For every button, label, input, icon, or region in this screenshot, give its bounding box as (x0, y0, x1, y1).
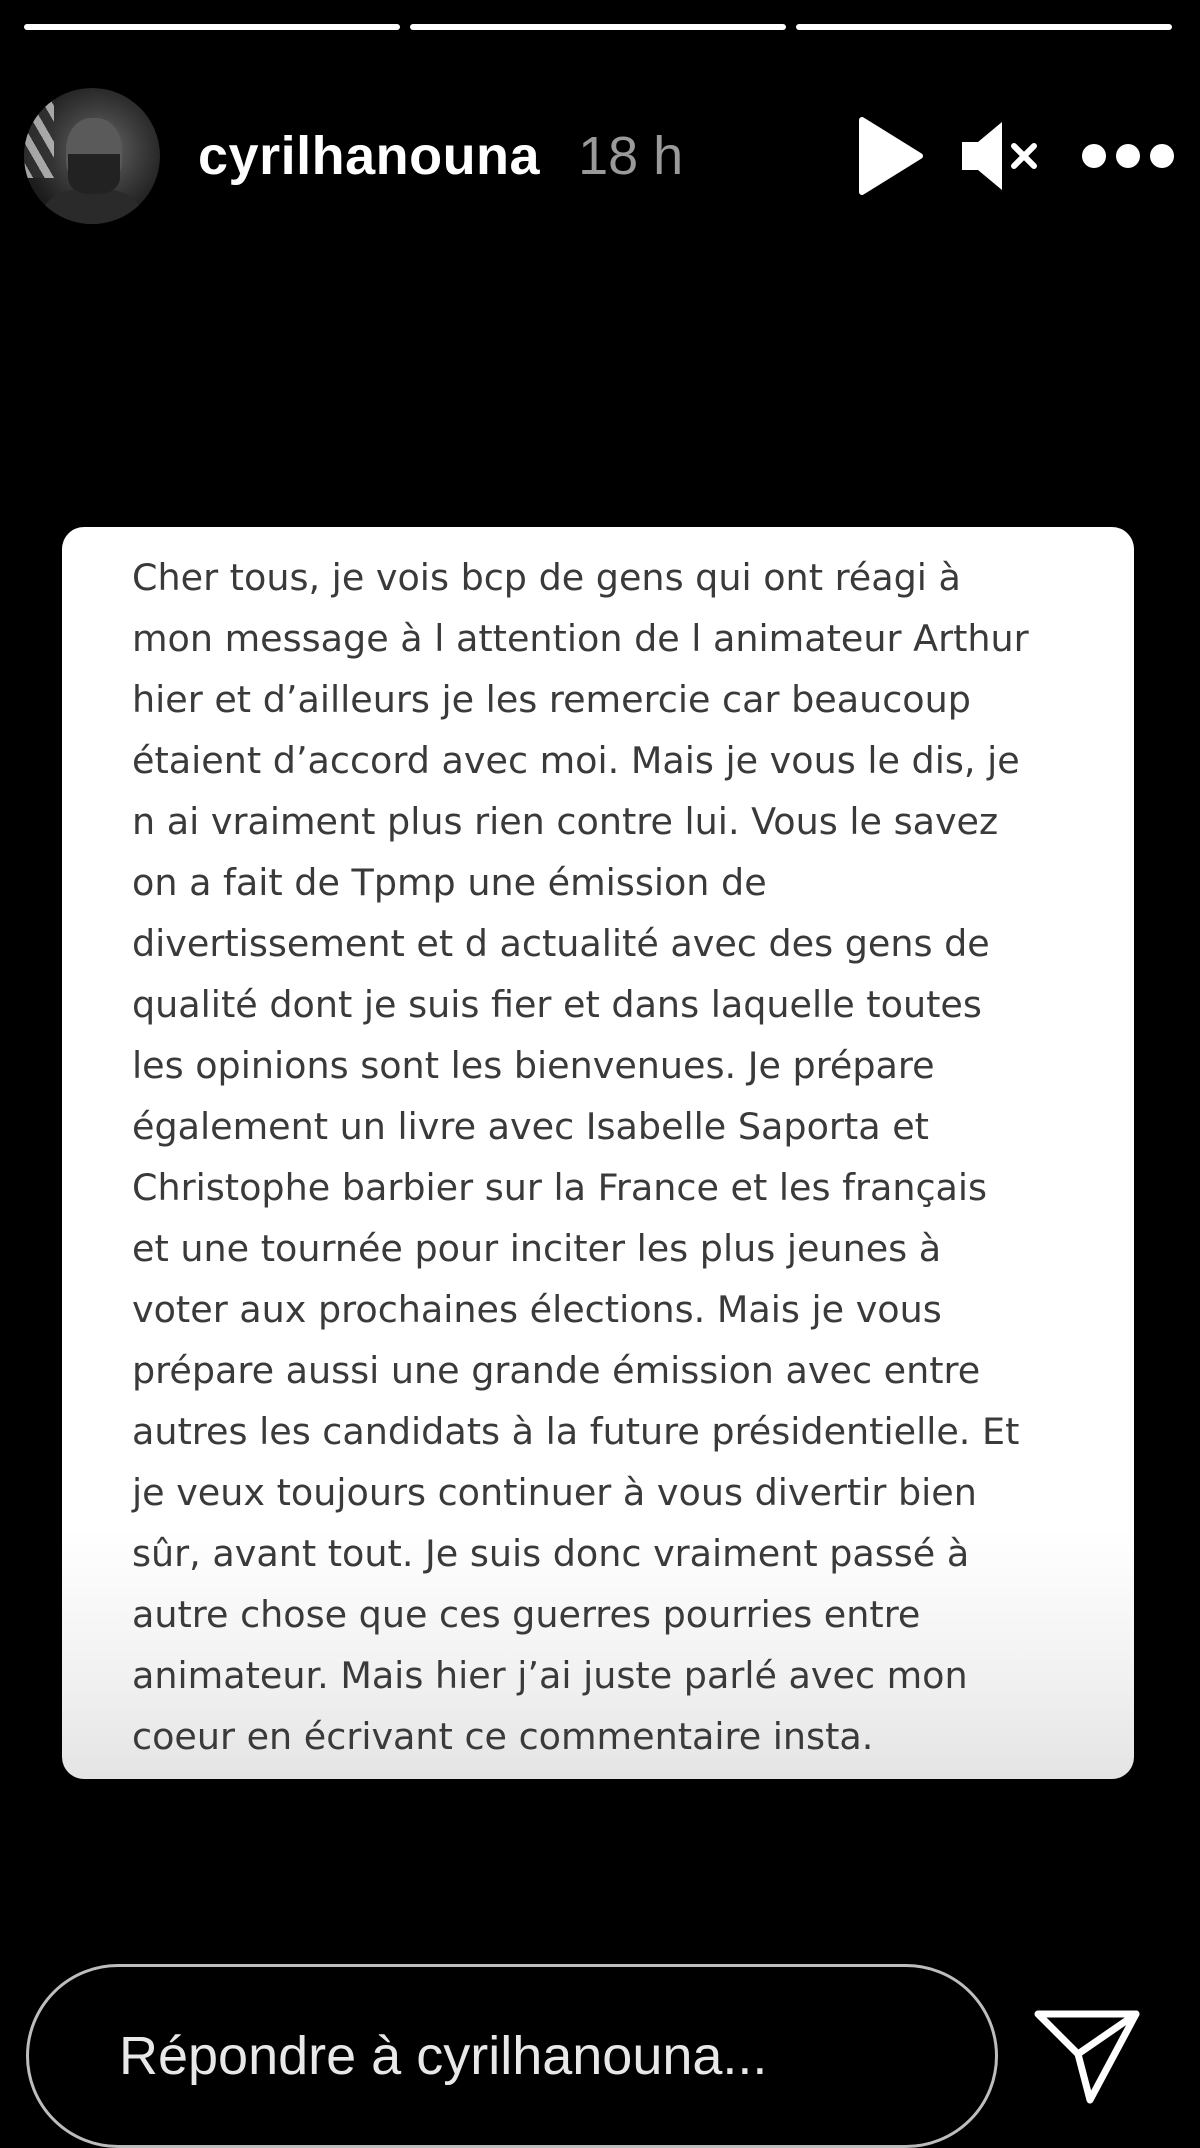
more-options-button[interactable] (1080, 136, 1176, 176)
story-progress (24, 24, 1172, 30)
send-icon[interactable] (1032, 2006, 1142, 2106)
text-note-card (62, 527, 1134, 1779)
story-header (24, 88, 1176, 224)
speaker-muted-icon (958, 116, 1042, 196)
mute-button[interactable] (958, 116, 1080, 196)
more-options-icon (1080, 136, 1176, 176)
username[interactable]: cyrilhanouna (198, 126, 541, 186)
progress-fill (410, 24, 786, 30)
progress-fill (796, 24, 1172, 30)
progress-segment (796, 24, 1172, 30)
avatar-beard (68, 154, 120, 194)
header-controls (854, 88, 1176, 224)
post-time: 18 h (578, 126, 684, 186)
progress-segment (24, 24, 400, 30)
progress-fill (24, 24, 400, 30)
avatar[interactable] (24, 88, 160, 224)
progress-segment (410, 24, 786, 30)
note-text: Cher tous, je vois bcp de gens qui ont réagi à mon message à l attention de l animateur Arthur hier et d’ailleurs je les remercie car beaucoup étaient d’accord avec moi. Mais je vous le dis, je n ai vraiment plus rien contre lui. Vous le savez on a fait de Tpmp une émission de divertissement et d actualité avec des gens de qualité dont je suis fier et dans laquelle toutes les opinions sont les bienvenues. Je prépare également un livre avec Isabelle Saporta et Christophe barbier sur la France et les français et une tournée pour inciter les plus jeunes à voter aux prochaines élections. Mais je vous prépare aussi une grande émission avec entre autres les candidats à la future présidentielle. Et je veux toujours continuer à vous divertir bien sûr, avant tout. Je suis donc vraiment passé à autre chose que ces guerres pourries entre animateur. Mais hier j’ai juste parlé avec mon coeur en écrivant ce commentaire insta. (132, 556, 1029, 1758)
reply-placeholder: Répondre à cyrilhanouna... (119, 2026, 768, 2086)
play-icon (854, 116, 924, 196)
play-button[interactable] (854, 116, 958, 196)
avatar-background-stripe (24, 98, 54, 178)
reply-input[interactable] (26, 1964, 998, 2148)
